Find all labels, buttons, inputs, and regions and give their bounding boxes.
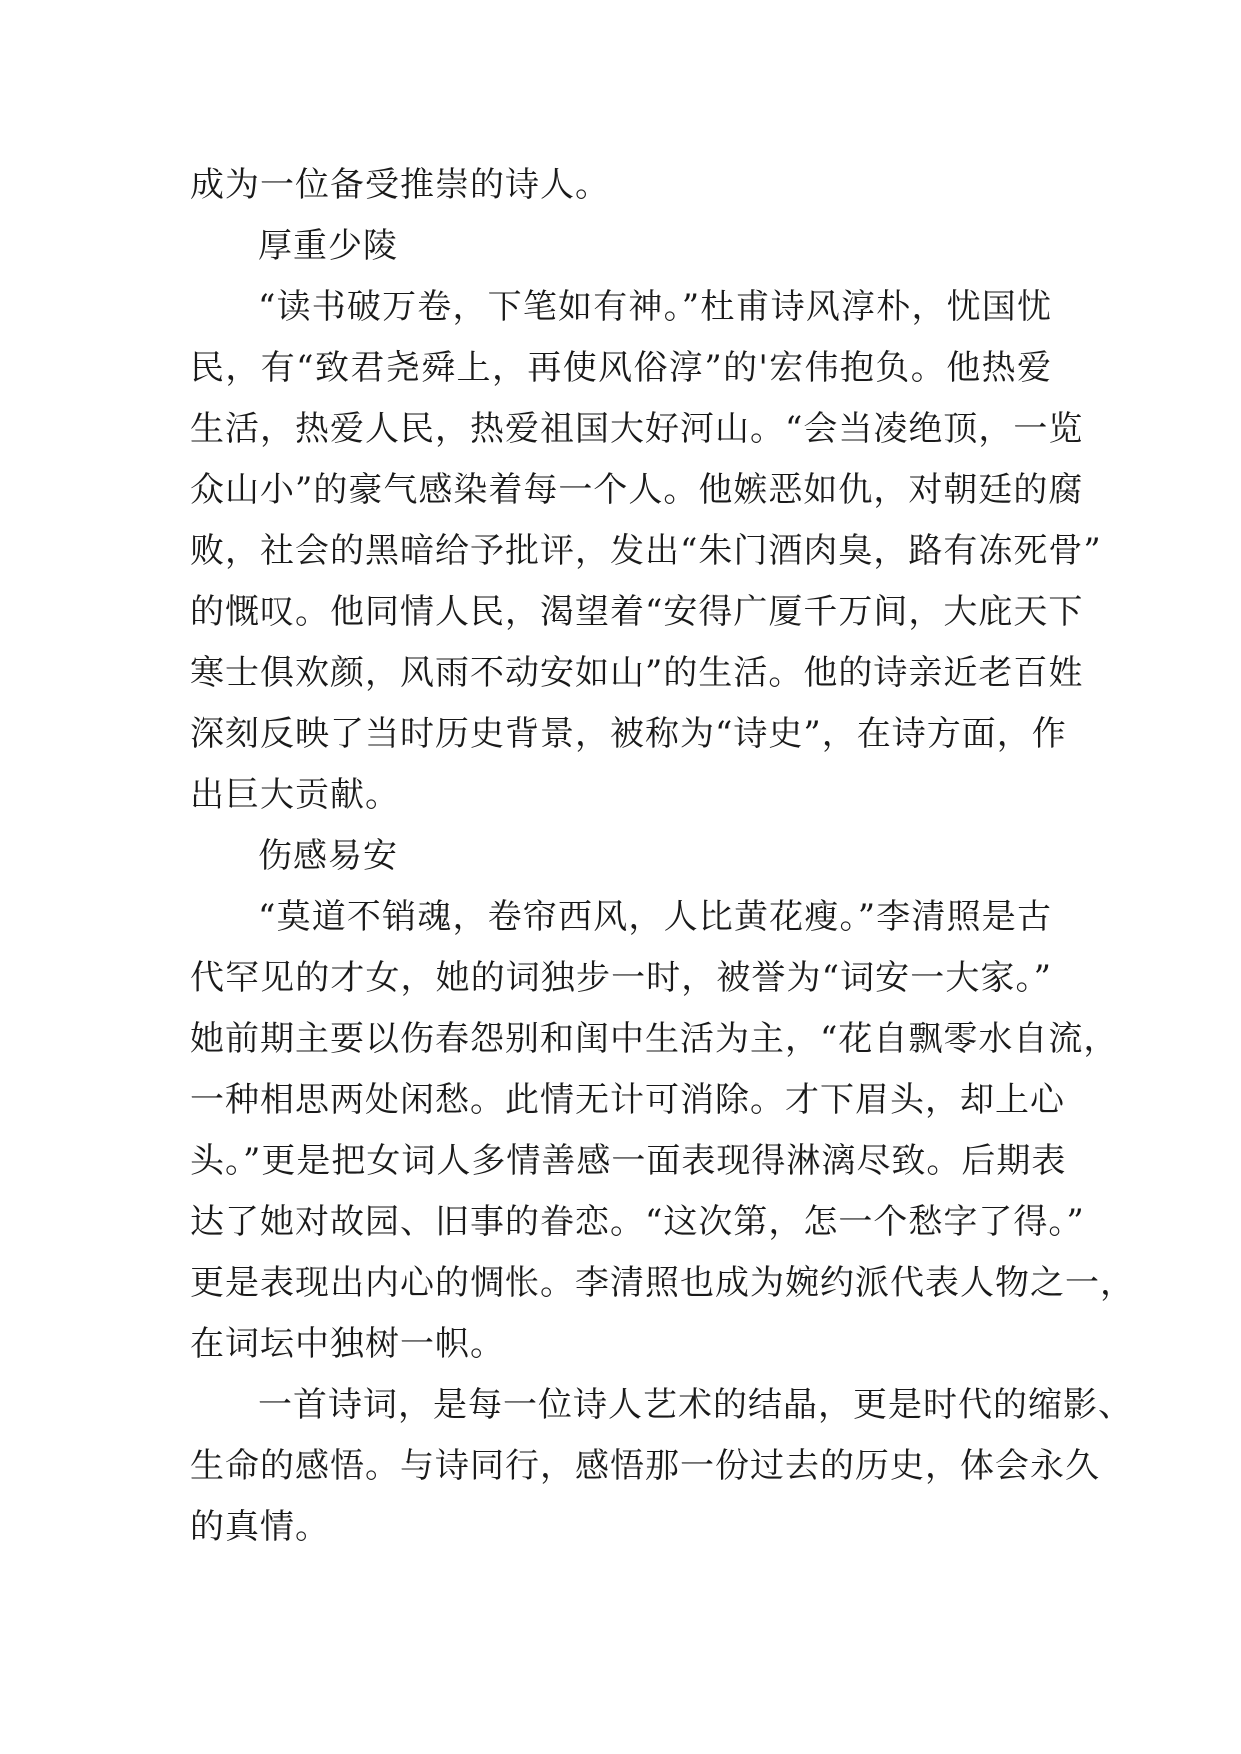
text-line: 的慨叹。他同情人民，渴望着“安得广厦千万间，大庇天下 bbox=[190, 592, 1084, 632]
text-line: 深刻反映了当时历史背景，被称为“诗史”，在诗方面，作 bbox=[190, 714, 1067, 754]
text-line: 代罕见的才女，她的词独步一时，被誉为“词安一大家。” bbox=[190, 958, 1052, 998]
text-line: 生活，热爱人民，热爱祖国大好河山。“会当凌绝顶，一览 bbox=[190, 409, 1084, 449]
text-line: 她前期主要以伤春怨别和闺中生活为主，“花自飘零水自流， bbox=[190, 1019, 1119, 1059]
text-line: 成为一位备受推崇的诗人。 bbox=[190, 165, 610, 205]
section-heading: 伤感易安 bbox=[258, 836, 398, 876]
text-line: 的真情。 bbox=[190, 1507, 330, 1547]
text-line: “读书破万卷，下笔如有神。”杜甫诗风淳朴，忧国忧 bbox=[258, 287, 1052, 327]
document-body bbox=[190, 155, 1135, 1558]
text-line: 众山小”的豪气感染着每一个人。他嫉恶如仇，对朝廷的腐 bbox=[190, 470, 1084, 510]
text-line: 在词坛中独树一帜。 bbox=[190, 1324, 505, 1364]
text-line: 达了她对故园、旧事的眷恋。“这次第，怎一个愁字了得。” bbox=[190, 1202, 1085, 1242]
text-line: 一首诗词，是每一位诗人艺术的结晶，更是时代的缩影、 bbox=[258, 1385, 1133, 1425]
text-line: 寒士俱欢颜，风雨不动安如山”的生活。他的诗亲近老百姓 bbox=[190, 653, 1084, 693]
section-heading: 厚重少陵 bbox=[258, 226, 398, 266]
text-line: 败，社会的黑暗给予批评，发出“朱门酒肉臭，路有冻死骨” bbox=[190, 531, 1102, 571]
text-line: 头。”更是把女词人多情善感一面表现得淋漓尽致。后期表 bbox=[190, 1141, 1067, 1181]
text-line: 民，有“致君尧舜上，再使风俗淳”的'宏伟抱负。他热爱 bbox=[190, 348, 1052, 388]
text-line: 生命的感悟。与诗同行，感悟那一份过去的历史，体会永久 bbox=[190, 1446, 1100, 1486]
text-line: 出巨大贡献。 bbox=[190, 775, 400, 815]
text-line: 更是表现出内心的惆怅。李清照也成为婉约派代表人物之一， bbox=[190, 1263, 1135, 1303]
text-line: 一种相思两处闲愁。此情无计可消除。才下眉头，却上心 bbox=[190, 1080, 1065, 1120]
text-line: “莫道不销魂，卷帘西风，人比黄花瘦。”李清照是古 bbox=[258, 897, 1052, 937]
